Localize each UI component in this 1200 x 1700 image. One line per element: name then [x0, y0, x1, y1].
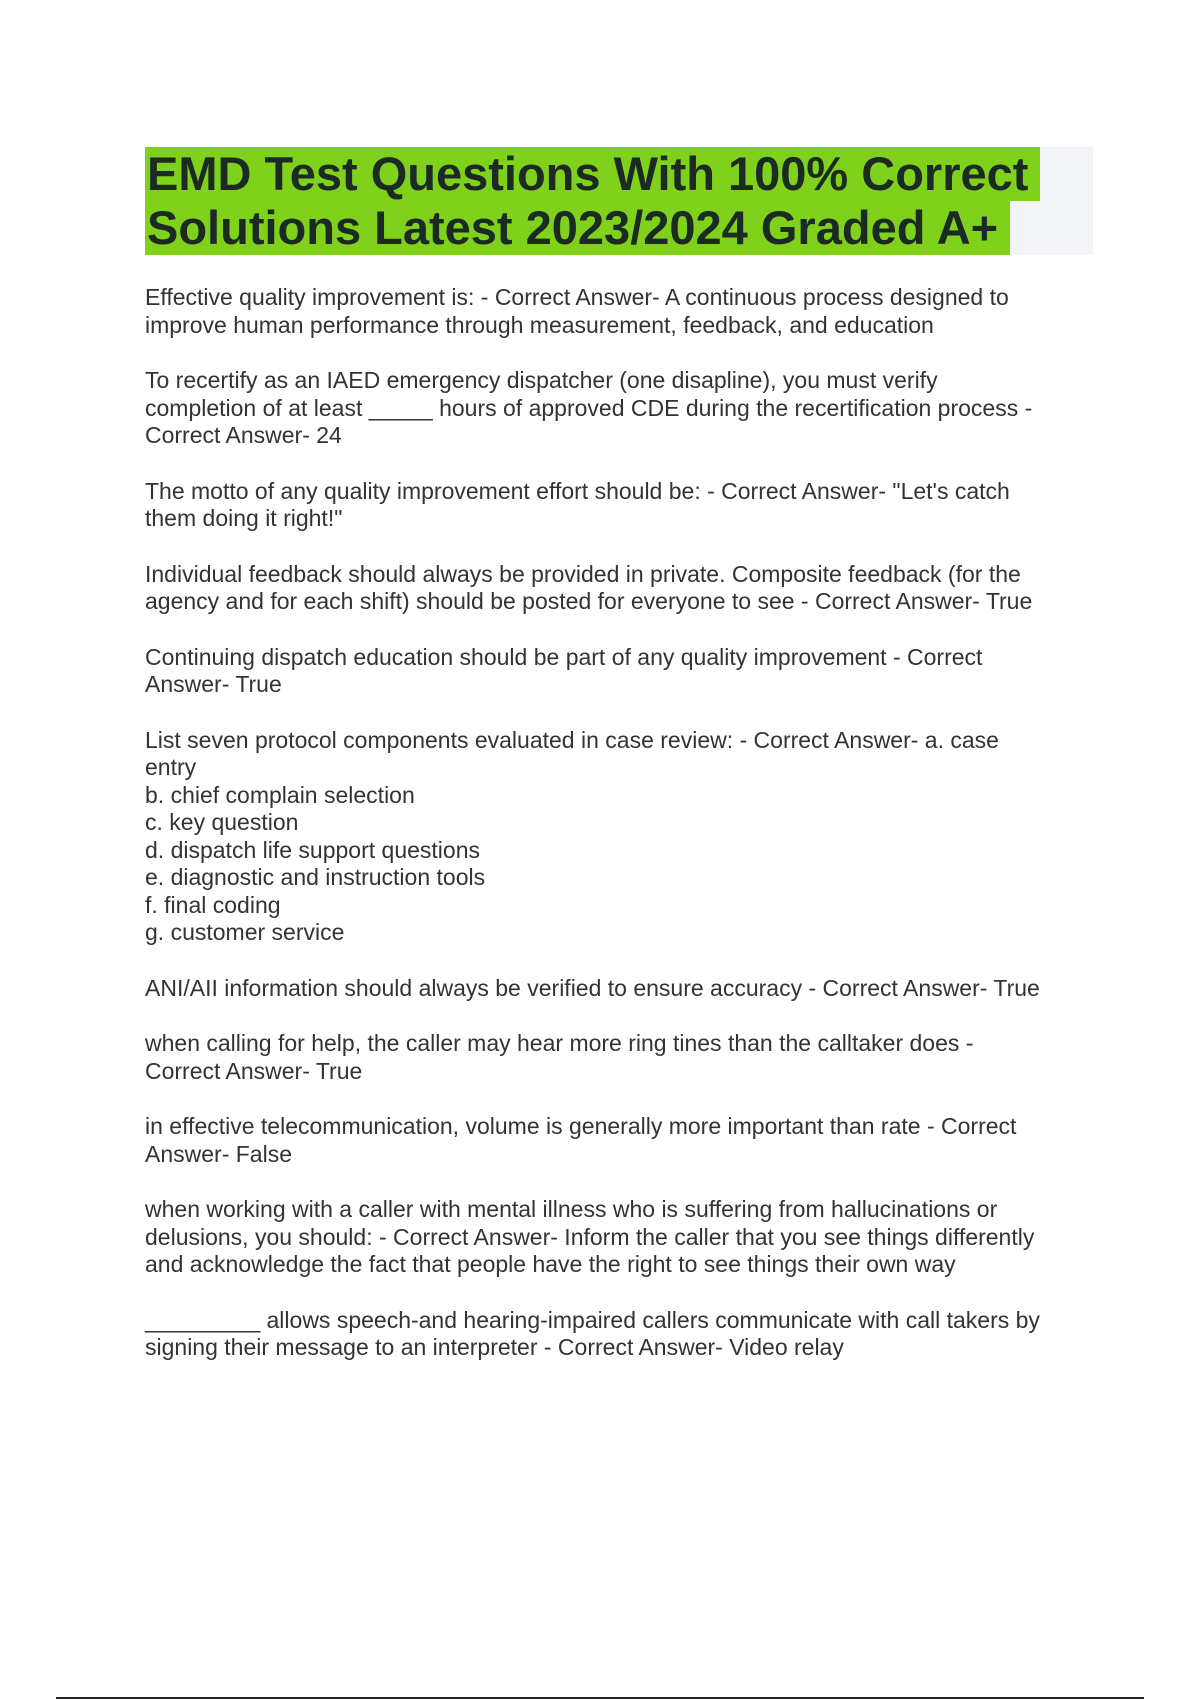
qa-item: To recertify as an IAED emergency dispatcher (one disapline), you must verify completion of at least _____ hours of approved CDE during the recertification process - Correct Answer- 24: [145, 367, 1033, 448]
title-line-2: Solutions Latest 2023/2024 Graded A+: [145, 201, 1010, 255]
qa-item: when working with a caller with mental illness who is suffering from hallucinations or delusions, you should: - Correct Answer- Inform the caller that you see things differently and acknowledge the fact that people have the right to see things their own way: [145, 1196, 1035, 1277]
qa-item: List seven protocol components evaluated in case review: - Correct Answer- a. case entry b. chief complain selection c. key question d. dispatch life support questions e. diagnostic and instruction tools f. final coding g. customer service: [145, 726, 999, 945]
qa-item: ANI/AII information should always be verified to ensure accuracy - Correct Answer- True: [145, 974, 1040, 1001]
title-line-1: EMD Test Questions With 100% Correct: [145, 147, 1040, 201]
page-title: [145, 147, 1093, 255]
qa-item: when calling for help, the caller may hear more ring tines than the calltaker does - Correct Answer- True: [145, 1030, 974, 1084]
qa-item: The motto of any quality improvement effort should be: - Correct Answer- "Let's catch them doing it right!": [145, 477, 1010, 531]
qa-item: in effective telecommunication, volume is generally more important than rate - Correct Answer- False: [145, 1113, 1017, 1167]
qa-item: _________ allows speech-and hearing-impaired callers communicate with call takers by signing their message to an interpreter - Correct Answer- Video relay: [145, 1306, 1040, 1360]
qa-item: Continuing dispatch education should be part of any quality improvement - Correct Answer- True: [145, 643, 983, 697]
page-bottom-rule: [56, 1697, 1144, 1699]
qa-item: Individual feedback should always be provided in private. Composite feedback (for the agency and for each shift) should be posted for everyone to see - Correct Answer- True: [145, 560, 1033, 614]
qa-list: [145, 284, 1095, 1390]
qa-item: Effective quality improvement is: - Correct Answer- A continuous process designed to improve human performance through measurement, feedback, and education: [145, 284, 1009, 338]
